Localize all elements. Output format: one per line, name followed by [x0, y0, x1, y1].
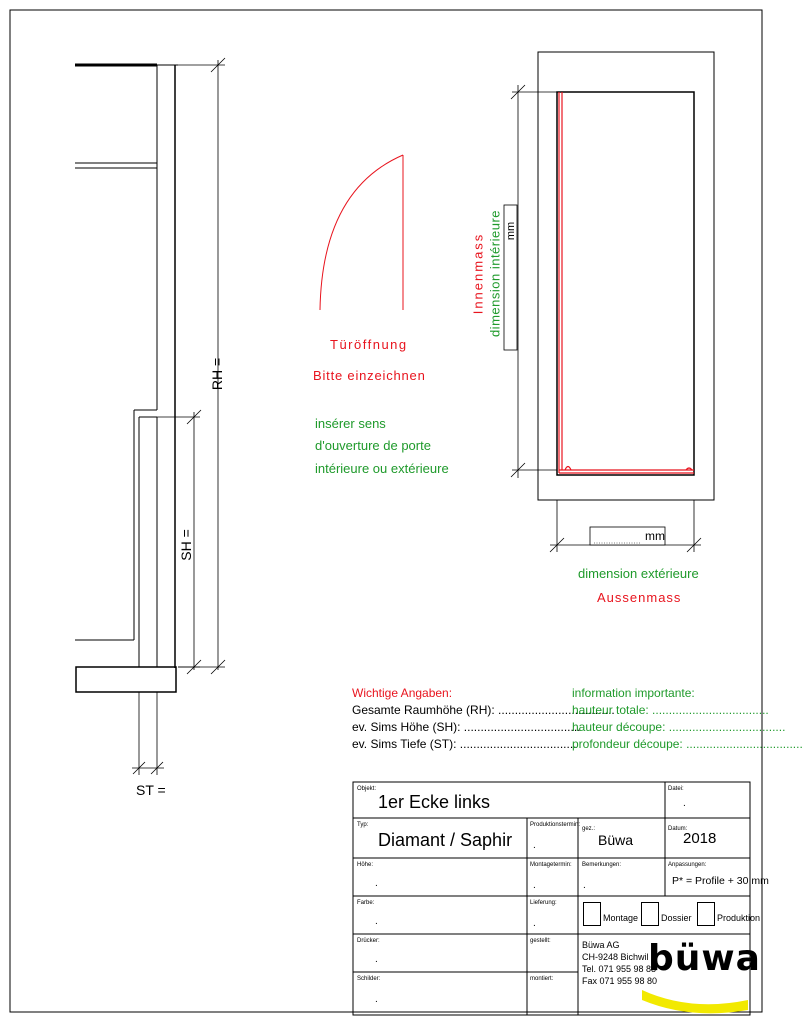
- datum-value: 2018: [683, 830, 717, 847]
- datei-label: Datei:: [668, 786, 684, 792]
- dimension-interieure-label: dimension intérieure: [487, 209, 503, 338]
- innenmass-label: Innenmass: [470, 232, 486, 315]
- gestellt-label: gestellt:: [530, 938, 551, 944]
- hoehe-value: .: [375, 878, 378, 889]
- gez-label: gez.:: [582, 826, 596, 832]
- inner-mm-label: mm: [505, 221, 517, 241]
- door-arc: [320, 155, 403, 310]
- typ-label: Typ:: [357, 822, 369, 828]
- typ-value: Diamant / Saphir: [378, 830, 513, 850]
- notes-fr-cut: hauteur découpe: ...................................: [572, 720, 786, 734]
- dossier-checkbox[interactable]: [641, 902, 659, 926]
- sh-label: SH =: [178, 529, 194, 561]
- datei-value: .: [683, 798, 686, 809]
- notes-fr-total: hauteur totale: ...................................: [572, 703, 769, 717]
- logo-swoosh: [642, 990, 748, 1013]
- lieferung-value: .: [533, 918, 536, 929]
- buewa-logo: büwa: [648, 938, 761, 979]
- st-dimension-line: [132, 692, 164, 775]
- door-fr-line1: insérer sens: [315, 416, 386, 431]
- produktion-checkbox[interactable]: [697, 902, 715, 926]
- notes-de-st: ev. Sims Tiefe (ST): ...................................: [352, 737, 577, 751]
- bemerkungen-label: Bemerkungen:: [582, 862, 622, 868]
- montage-checkbox[interactable]: [583, 902, 601, 926]
- notes-de-rh: Gesamte Raumhöhe (RH): ...................................: [352, 703, 615, 717]
- montage-label: Montagetermin:: [530, 862, 572, 868]
- produktion-label: Produktionstermin:: [530, 822, 581, 828]
- notes-de-heading: Wichtige Angaben:: [352, 686, 453, 700]
- sheet-border: [10, 10, 762, 1012]
- company-line1: Büwa AG: [582, 940, 620, 950]
- wall-profile-section: [75, 65, 178, 692]
- outer-mm-label: mm: [645, 529, 665, 543]
- montage-value: .: [533, 880, 536, 891]
- inner-dimension-line: [511, 85, 557, 478]
- bemerkungen-value: .: [583, 880, 586, 891]
- druecker-value: .: [375, 954, 378, 965]
- farbe-label: Farbe:: [357, 900, 375, 906]
- produktion-value: .: [533, 840, 536, 851]
- objekt-value: 1er Ecke links: [378, 792, 491, 812]
- notes-fr-heading: information importante:: [572, 686, 695, 700]
- gez-value: Büwa: [598, 832, 634, 848]
- datum-label: Datum:: [668, 826, 688, 832]
- schilder-label: Schilder:: [357, 976, 381, 982]
- company-line2: CH-9248 Bichwil: [582, 952, 649, 962]
- dossier-checkbox-label: Dossier: [661, 913, 692, 923]
- montiert-label: montiert:: [530, 976, 554, 982]
- door-fr-line3: intérieure ou extérieure: [315, 461, 449, 476]
- st-label: ST =: [136, 782, 166, 798]
- company-line3: Tel. 071 955 98 88: [582, 964, 657, 974]
- hoehe-label: Höhe:: [357, 862, 374, 868]
- produktion-checkbox-label: Produktion: [717, 913, 761, 923]
- inner-red-profile: [559, 92, 694, 473]
- door-fr-line2: d'ouverture de porte: [315, 438, 431, 453]
- anpassungen-value: P* = Profile + 30 mm: [672, 875, 769, 887]
- objekt-label: Objekt:: [357, 786, 377, 792]
- dimension-exterieure-label: dimension extérieure: [578, 566, 699, 581]
- schilder-value: .: [375, 994, 378, 1005]
- door-subtitle: Bitte einzeichnen: [313, 368, 426, 383]
- druecker-label: Drücker:: [357, 938, 380, 944]
- montage-checkbox-label: Montage: [603, 913, 639, 923]
- rh-label: RH =: [209, 357, 225, 391]
- frame-front-view: [538, 52, 714, 500]
- anpassungen-label: Anpassungen:: [668, 862, 707, 868]
- door-title: Türöffnung: [330, 337, 408, 352]
- lieferung-label: Lieferung:: [530, 900, 557, 906]
- notes-de-sh: ev. Sims Höhe (SH): ...................................: [352, 720, 581, 734]
- farbe-value: .: [375, 916, 378, 927]
- aussenmass-label: Aussenmass: [597, 590, 682, 605]
- company-line4: Fax 071 955 98 80: [582, 976, 658, 986]
- notes-fr-depth: profondeur découpe: ...................................: [572, 737, 803, 751]
